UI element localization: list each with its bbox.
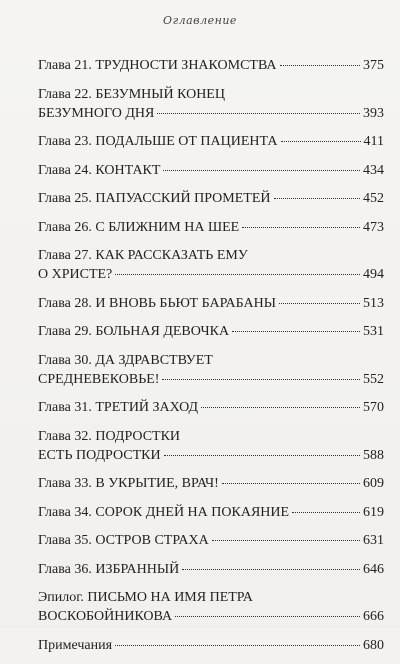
toc-entry: [38, 161, 384, 180]
toc-entry-title: Глава 34. СОРОК ДНЕЙ НА ПОКАЯНИЕ: [38, 504, 290, 520]
toc-entry-page: 631: [363, 533, 384, 548]
toc-entry-title: Глава 30. ДА ЗДРАВСТВУЕТ: [38, 352, 213, 368]
toc-entry-page: 609: [363, 476, 384, 491]
toc-entry-page: 619: [363, 504, 384, 520]
toc-entry: [38, 427, 384, 465]
toc-entry-title: Примечания: [38, 637, 113, 653]
toc-entry-title: Глава 33. В УКРЫТИЕ, ВРАЧ!: [38, 476, 219, 491]
toc-entry-title: Глава 23. ПОДАЛЬШЕ ОТ ПАЦИЕНТА: [38, 134, 278, 149]
toc-entry-page: 494: [363, 267, 384, 282]
toc-entry-title: Глава 24. КОНТАКТ: [38, 162, 161, 178]
toc-entry-page: 393: [363, 105, 384, 121]
toc-entry: [38, 56, 384, 75]
toc-entry: [38, 588, 384, 626]
dot-leader: [115, 274, 360, 275]
toc-entry: [38, 218, 384, 237]
dot-leader: [157, 113, 360, 114]
dot-leader: [182, 569, 360, 570]
toc-entry-title: Глава 22. БЕЗУМНЫЙ КОНЕЦ: [38, 86, 225, 102]
toc-entry-title: Глава 27. КАК РАССКАЗАТЬ ЕМУ: [38, 248, 248, 263]
toc-entry: [38, 474, 384, 493]
table-of-contents: [38, 56, 384, 664]
dot-leader: [212, 540, 360, 541]
toc-entry-page: 646: [363, 561, 384, 577]
toc-entry: [38, 322, 384, 341]
toc-entry-page: 411: [363, 134, 384, 149]
toc-entry: [38, 246, 384, 284]
toc-entry: [38, 85, 384, 123]
toc-entry-title-cont: ЕСТЬ ПОДРОСТКИ: [38, 447, 161, 463]
toc-entry: [38, 503, 384, 522]
dot-leader: [115, 645, 360, 646]
dot-leader: [162, 379, 360, 380]
dot-leader: [163, 170, 360, 171]
dot-leader: [222, 483, 360, 484]
dot-leader: [232, 331, 360, 332]
toc-entry-page: 588: [363, 447, 384, 463]
dot-leader: [292, 512, 360, 513]
toc-entry-notes: [38, 636, 384, 655]
dot-leader: [242, 227, 360, 228]
dot-leader: [164, 455, 360, 456]
toc-entry: [38, 132, 384, 151]
toc-entry-page: 473: [363, 219, 384, 235]
toc-entry-title-cont: СРЕДНЕВЕКОВЬЕ!: [38, 371, 160, 387]
toc-entry-title: Глава 26. С БЛИЖНИМ НА ШЕЕ: [38, 219, 240, 235]
toc-entry-title: Глава 35. ОСТРОВ СТРАХА: [38, 533, 209, 548]
toc-entry-title: Эпилог. ПИСЬМО НА ИМЯ ПЕТРА: [38, 590, 253, 605]
page-header: Оглавление: [163, 14, 237, 27]
toc-entry: [38, 560, 384, 579]
toc-entry-page: 570: [363, 400, 384, 415]
toc-entry-title-cont: БЕЗУМНОГО ДНЯ: [38, 105, 155, 121]
toc-entry-title: Глава 28. И ВНОВЬ БЬЮТ БАРАБАНЫ: [38, 295, 276, 311]
toc-entry-title: Глава 36. ИЗБРАННЫЙ: [38, 561, 180, 577]
toc-entry-title: Глава 32. ПОДРОСТКИ: [38, 428, 181, 444]
toc-entry-title: Глава 31. ТРЕТИЙ ЗАХОД: [38, 400, 199, 415]
toc-entry-title: Глава 21. ТРУДНОСТИ ЗНАКОМСТВА: [38, 58, 277, 73]
toc-entry-title: Глава 25. ПАПУАССКИЙ ПРОМЕТЕЙ: [38, 191, 271, 206]
toc-entry-page: 434: [363, 162, 384, 178]
toc-entry: [38, 351, 384, 389]
toc-entry-title-cont: ВОСКОБОЙНИКОВА: [38, 609, 173, 624]
toc-entry-page: 552: [363, 371, 384, 387]
toc-entry-page: 513: [363, 295, 384, 311]
toc-entry: [38, 294, 384, 313]
toc-entry: [38, 189, 384, 208]
toc-entry-title: Глава 29. БОЛЬНАЯ ДЕВОЧКА: [38, 324, 230, 339]
dot-leader: [201, 407, 360, 408]
dot-leader: [175, 616, 360, 617]
toc-entry: [38, 398, 384, 417]
dot-leader: [280, 65, 360, 66]
dot-leader: [274, 198, 361, 199]
toc-entry-page: 531: [363, 324, 384, 339]
dot-leader: [281, 141, 361, 142]
toc-entry-page: 375: [363, 58, 384, 73]
toc-entry-page: 680: [363, 637, 384, 653]
dot-leader: [279, 303, 360, 304]
toc-entry-page: 666: [363, 609, 384, 624]
toc-entry: [38, 531, 384, 550]
toc-entry-page: 452: [363, 191, 384, 206]
toc-entry-title-cont: О ХРИСТЕ?: [38, 267, 113, 282]
